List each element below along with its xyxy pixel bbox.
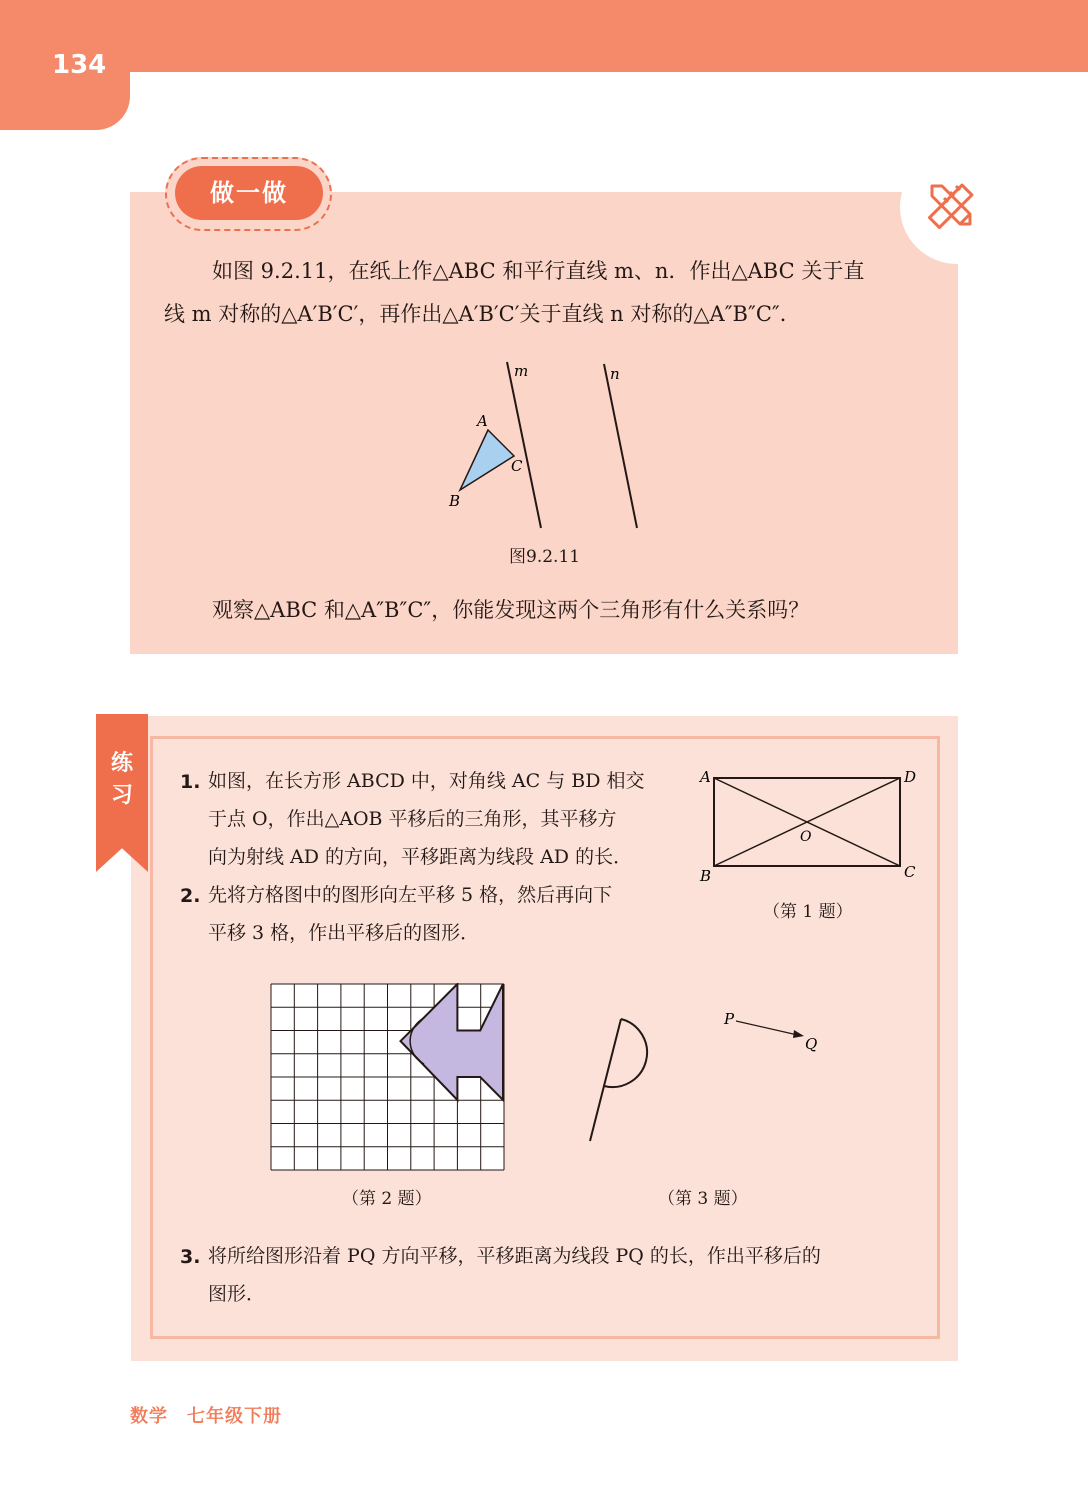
label-n: n [610,365,620,383]
pq-vector [736,1021,802,1036]
figure-rectangle-abcd [694,764,926,888]
exercise-ribbon-label [96,748,148,812]
item-2-text [208,876,678,952]
line-m [507,362,541,528]
item-1-text [208,762,678,876]
ribbon-char: 练习 [111,751,134,808]
figure-grid [270,983,506,1173]
item-1-line-3: 向为射线 AD 的方向，平移距离为线段 AD 的长． [208,846,633,868]
item-3-number: 3. [180,1246,201,1268]
figure-1-caption: （第 1 题） [763,902,853,922]
label-q: Q [805,1035,818,1053]
label-c: C [904,863,916,881]
item-1-number: 1. [180,771,201,793]
triangle-abc [460,430,514,490]
item-1-line-2: 于点 O，作出△AOB 平移后的三角形，其平移方 [208,808,617,830]
label-p: P [724,1010,735,1028]
figure-2-caption: （第 2 题） [342,1189,432,1209]
item-1-line-1: 如图，在长方形 ABCD 中，对角线 AC 与 BD 相交 [208,770,645,792]
header-band [0,0,1088,72]
activity-text-line2: 线 m 对称的△A′B′C′，再作出△A′B′C′关于直线 n 对称的△A″B″C″． [164,302,801,326]
item-3-line-1: 将所给图形沿着 PQ 方向平移，平移距离为线段 PQ 的长，作出平移后的 [208,1245,821,1267]
label-o: O [800,829,812,845]
label-b: B [700,867,712,885]
item-2-line-2: 平移 3 格，作出平移后的图形． [208,922,480,944]
label-d: D [904,768,917,786]
label-c: C [511,457,523,475]
activity-badge: 做一做 [175,166,323,220]
activity-text-line1: 如图 9.2.11，在纸上作△ABC 和平行直线 m、n．作出△ABC 关于直 [212,259,865,283]
diameter-line [590,1019,621,1141]
figure-9-2-11 [430,350,670,540]
item-3-line-2: 图形． [208,1283,266,1305]
ruler-pencil-icon [922,178,978,234]
figure-3-caption: （第 3 题） [658,1189,748,1209]
item-3-text [208,1237,928,1313]
page-number: 134 [52,50,107,80]
label-b: B [449,492,461,510]
label-a: A [477,412,488,430]
label-a: A [700,768,711,786]
pq-arrowhead [793,1030,804,1038]
item-2-line-1: 先将方格图中的图形向左平移 5 格，然后再向下 [208,884,613,906]
figure-caption: 图9.2.11 [509,547,581,567]
item-2-number: 2. [180,885,201,907]
activity-question: 观察△ABC 和△A″B″C″，你能发现这两个三角形有什么关系吗？ [212,598,810,622]
footer-book-title: 数学 七年级下册 [130,1406,282,1427]
figure-3 [580,1005,840,1155]
label-m: m [514,362,529,380]
line-n [604,364,637,528]
semicircle-arc [604,1019,647,1087]
